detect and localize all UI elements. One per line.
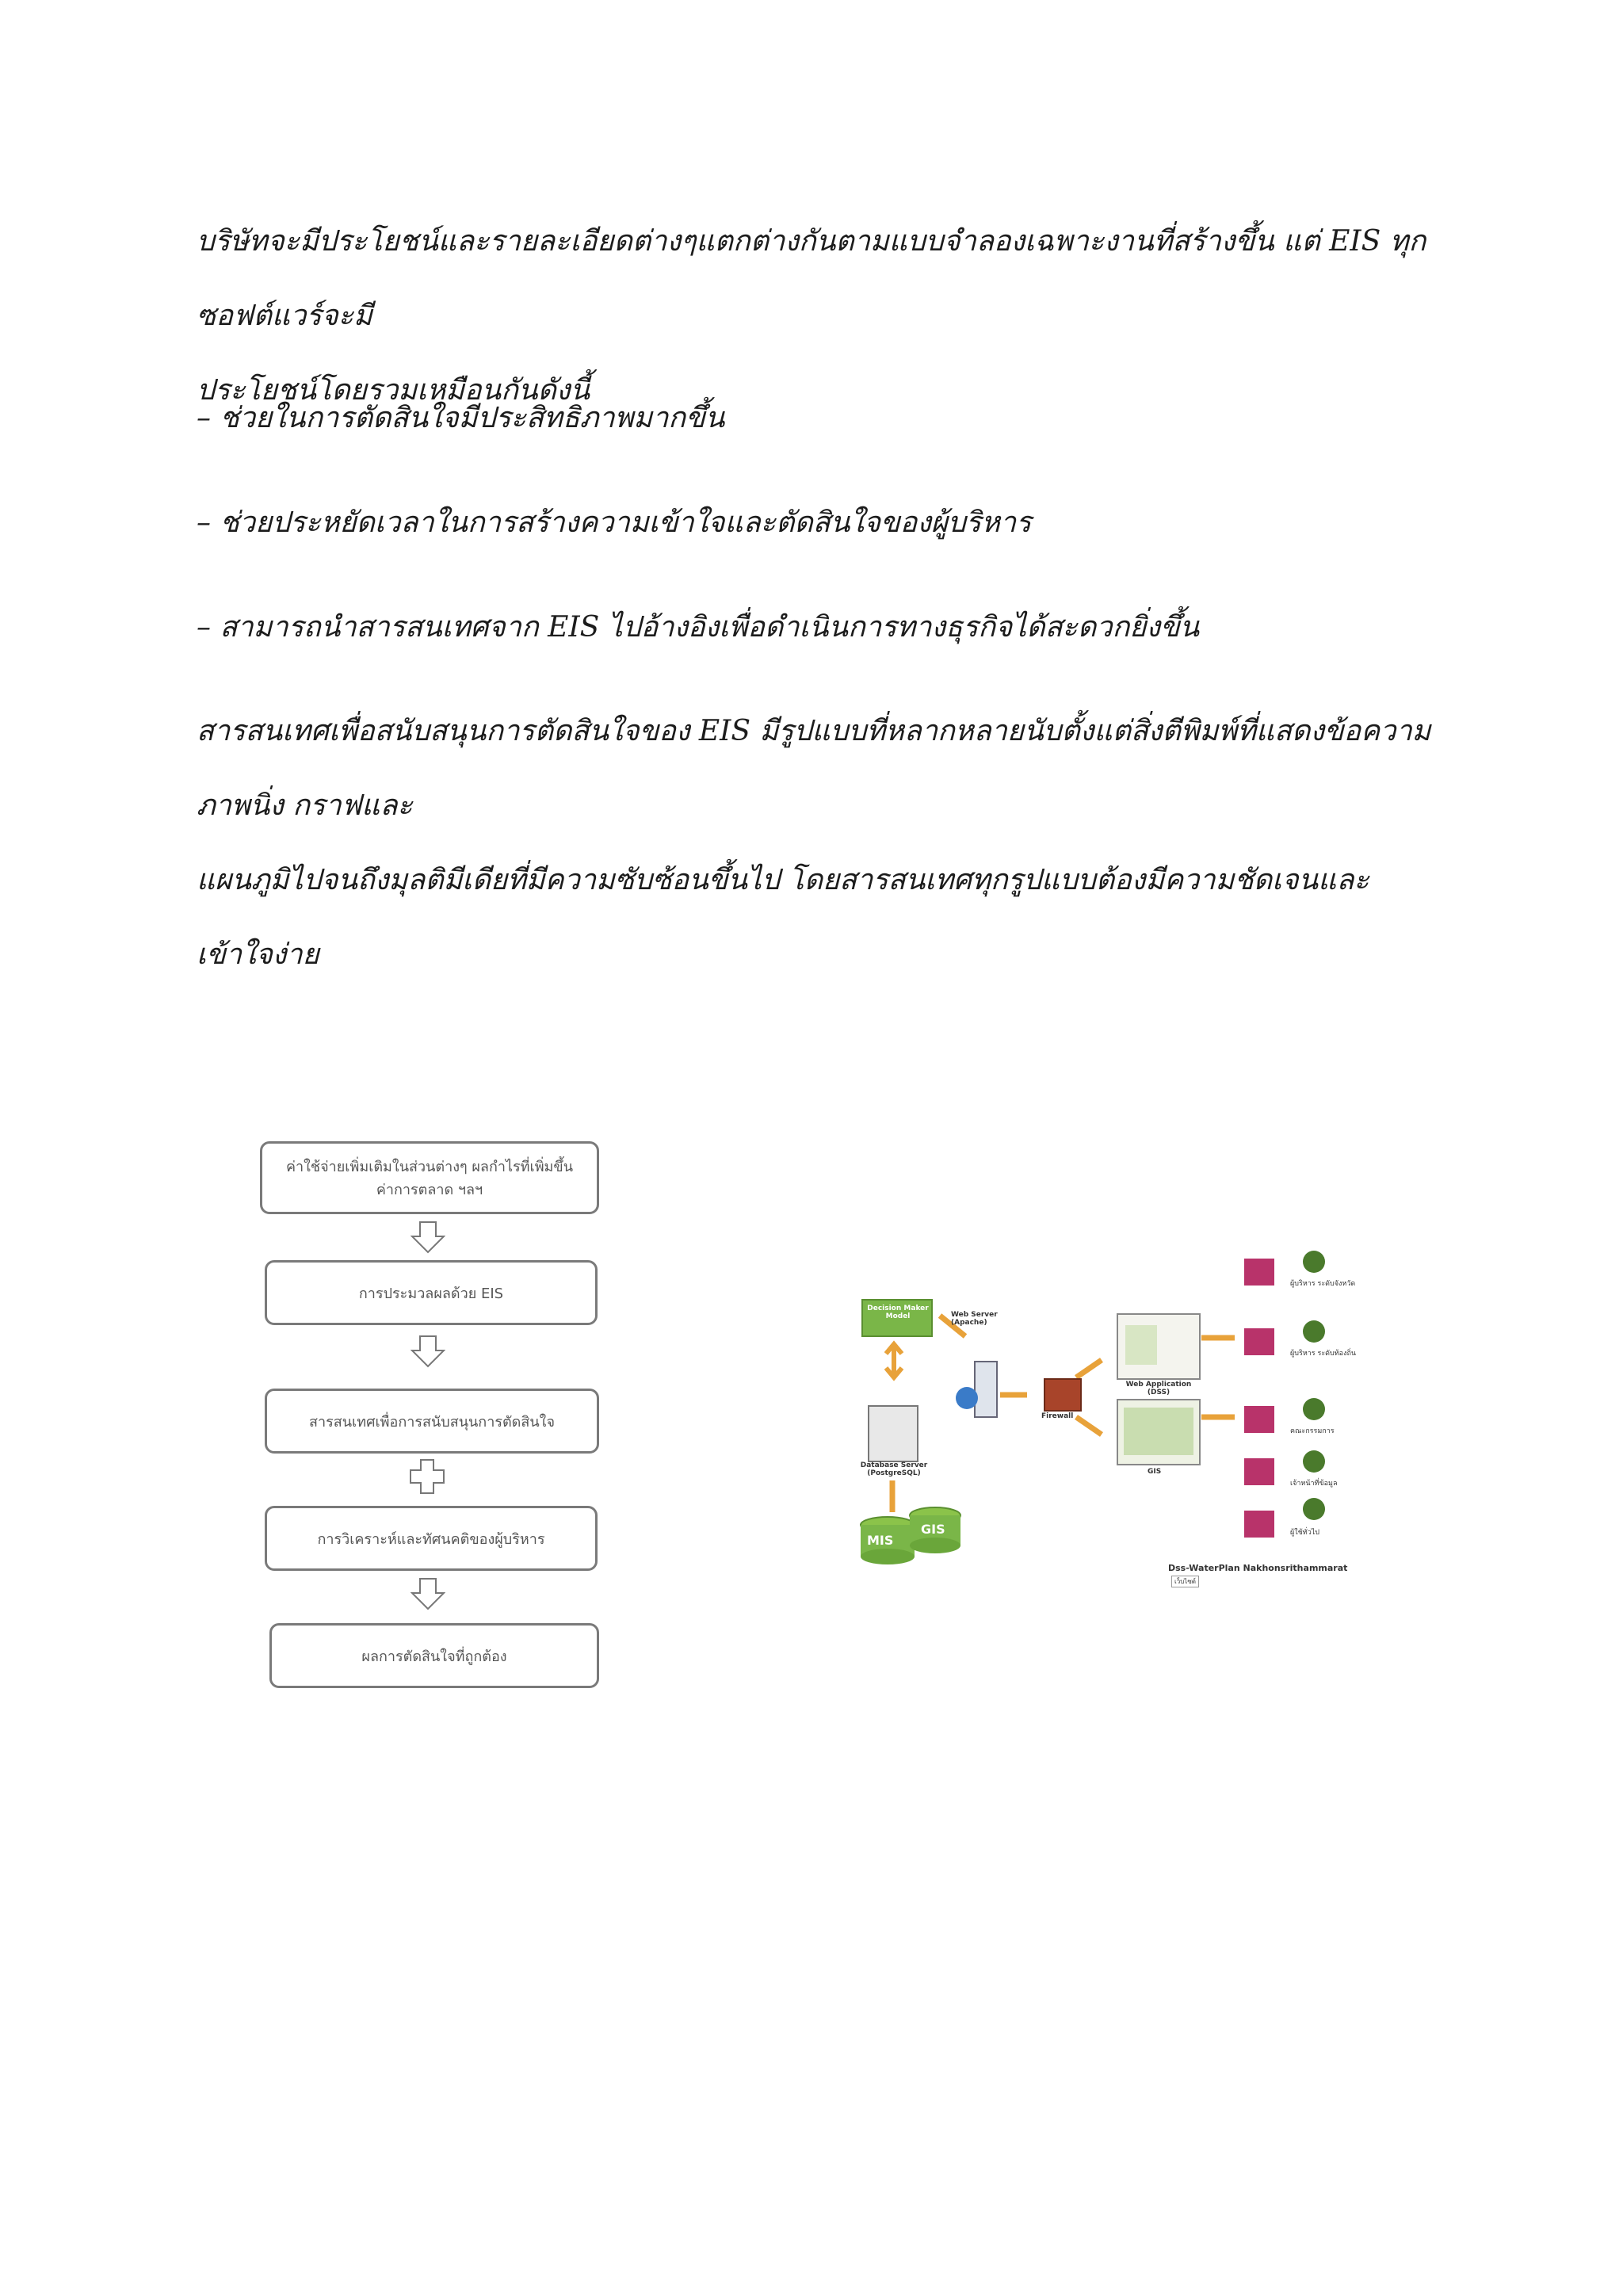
database-cylinder-bottom: [861, 1549, 915, 1564]
map-thumbnail: [1125, 1325, 1157, 1365]
flow-box-eis-processing: การประมวลผลด้วย EIS: [265, 1260, 598, 1325]
monitor-icon: [1244, 1406, 1274, 1433]
avatar-icon: [1303, 1320, 1325, 1343]
gis-database-label: GIS: [921, 1522, 945, 1537]
gis-panel-label: GIS: [1148, 1468, 1162, 1476]
server-tower-icon: [975, 1362, 997, 1417]
bullet-item-2: – ช่วยประหยัดเวลาในการสร้างความเข้าใจและตัดสินใจของผู้บริหาร: [197, 506, 1032, 539]
double-arrow-icon: [1201, 1338, 1235, 1417]
gis-map-thumbnail: [1124, 1408, 1193, 1455]
architecture-shapes: [846, 1243, 1385, 1591]
monitor-icon: [1244, 1259, 1274, 1286]
paragraph-line: สารสนเทศเพื่อสนับสนุนการตัดสินใจของ EIS มีรูปแบบที่หลากหลายนับตั้งแต่สิ่งตีพิมพ์ที่แสดงข้อความ ภาพนิ่ง กราฟและ: [197, 715, 1431, 822]
paragraph-information-formats: [197, 694, 1433, 992]
bullet-item-1: – ช่วยในการตัดสินใจมีประสิทธิภาพมากขึ้น: [197, 402, 725, 434]
flow-box-decision-support-info: สารสนเทศเพื่อการสนับสนุนการตัดสินใจ: [265, 1389, 599, 1454]
flow-box-executive-analysis: การวิเคราะห์และทัศนคติของผู้บริหาร: [265, 1506, 598, 1571]
flow-box-label: ค่าใช้จ่ายเพิ่มเติมในส่วนต่างๆ ผลกำไรที่เพิ่มขึ้น: [285, 1159, 574, 1175]
monitor-icon: [1244, 1458, 1274, 1485]
down-arrow-icon: [411, 1221, 445, 1254]
user-label: คณะกรรมการ: [1290, 1427, 1335, 1435]
globe-icon: [956, 1387, 978, 1409]
diagram-footer-title: Dss-WaterPlan Nakhonsrithammarat: [1168, 1563, 1348, 1573]
paragraph-line: บริษัทจะมีประโยชน์และรายละเอียดต่างๆแตกต่างกันตามแบบจำลองเฉพาะงานที่สร้างขึ้น แต่ EIS ทุกซอฟต์แวร์จะมี: [197, 225, 1426, 332]
database-server-label: Database Server (PostgreSQL): [860, 1461, 928, 1477]
avatar-icon: [1303, 1450, 1325, 1473]
monitor-icon: [1244, 1328, 1274, 1355]
monitor-icon: [1244, 1511, 1274, 1538]
avatar-icon: [1303, 1251, 1325, 1273]
paragraph-line: แผนภูมิไปจนถึงมุลติมีเดียที่มีความซับซ้อนขึ้นไป โดยสารสนเทศทุกรูปแบบต้องมีความชัดเจนและเข้าใจง่าย: [197, 864, 1369, 971]
web-server-label: Web Server (Apache): [951, 1311, 998, 1327]
user-label: เจ้าหน้าที่ข้อมูล: [1290, 1480, 1338, 1488]
cross-arrow-icon: [409, 1458, 445, 1495]
bullet-item-3: – สามารถนำสารสนเทศจาก EIS ไปอ้างอิงเพื่อดำเนินการทางธุรกิจได้สะดวกยิ่งขึ้น: [197, 611, 1200, 644]
avatar-icon: [1303, 1498, 1325, 1520]
flow-box-label: ค่าการตลาด ฯลฯ: [376, 1182, 483, 1198]
mis-label: MIS: [867, 1533, 894, 1548]
double-arrow-icon: [1076, 1360, 1102, 1377]
double-arrow-icon: [886, 1344, 902, 1377]
flow-box-correct-decision: ผลการตัดสินใจที่ถูกต้อง: [269, 1623, 599, 1688]
firewall-icon: [1044, 1379, 1081, 1411]
web-application-label: Web Application (DSS): [1125, 1381, 1192, 1396]
diagram-footer-badge: เว็บไซต์: [1171, 1576, 1199, 1587]
firewall-label: Firewall: [1041, 1412, 1074, 1420]
user-label: ผู้ใช้ทั่วไป: [1290, 1529, 1320, 1537]
decision-maker-model-label: Decision Maker Model: [867, 1305, 929, 1320]
dss-architecture-diagram: [846, 1243, 1385, 1591]
flow-box-inputs: [260, 1141, 599, 1214]
eis-process-flowchart: [254, 1141, 602, 1696]
paragraph-line: ประโยชน์โดยรวมเหมือนกันดังนี้: [197, 374, 590, 407]
double-arrow-icon: [1076, 1417, 1102, 1435]
down-arrow-icon: [411, 1335, 445, 1368]
avatar-icon: [1303, 1398, 1325, 1420]
database-cylinder-bottom: [910, 1538, 960, 1553]
database-server-icon: [869, 1406, 918, 1461]
user-label: ผู้บริหาร ระดับจังหวัด: [1290, 1280, 1356, 1288]
down-arrow-icon: [411, 1577, 445, 1610]
user-label: ผู้บริหาร ระดับท้องถิ่น: [1290, 1350, 1357, 1358]
